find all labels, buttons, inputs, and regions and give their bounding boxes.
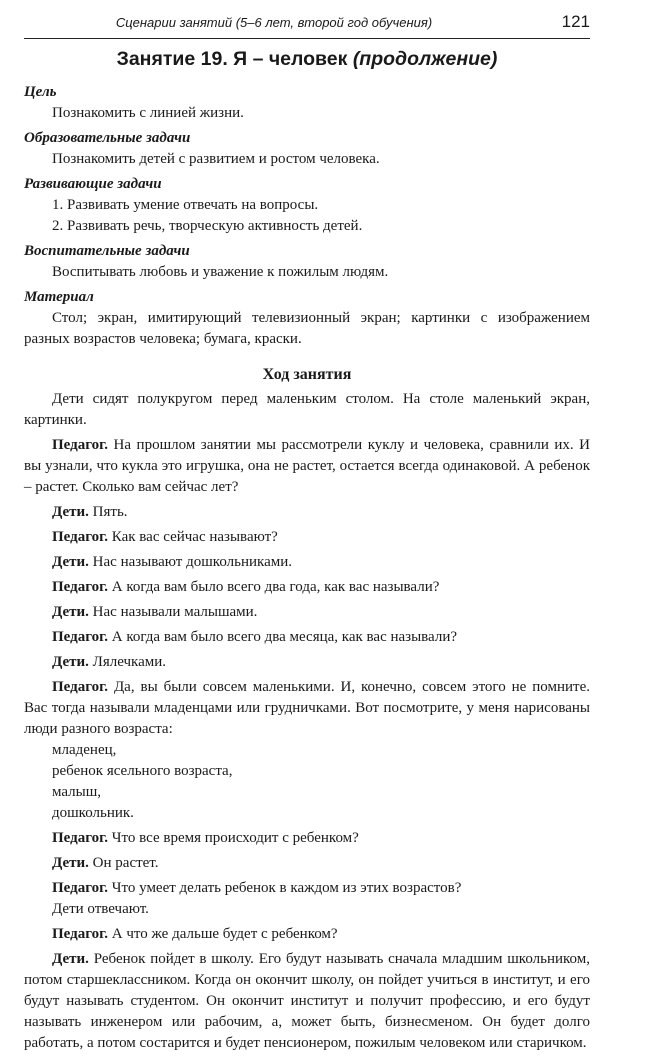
dialogue-line bbox=[24, 527, 590, 548]
upbringing-tasks-text: Воспитывать любовь и уважение к пожилым людям. bbox=[52, 264, 389, 280]
dialogue-line bbox=[24, 828, 590, 849]
line-text: Да, вы были совсем маленькими. И, конечно, совсем этого не помните. Вас тогда называли младенцами или грудничками. Вот посмотрите, у меня нарисованы люди разного возраста: bbox=[24, 679, 590, 737]
dialogue-line bbox=[24, 853, 590, 874]
dialogue-line bbox=[24, 949, 590, 1054]
speaker-children: Дети. bbox=[52, 604, 89, 620]
list-item: дошкольник. bbox=[52, 805, 134, 821]
page-body bbox=[24, 82, 590, 1054]
upbringing-tasks-heading: Воспитательные задачи bbox=[24, 243, 190, 259]
speaker-teacher: Педагог. bbox=[52, 926, 109, 942]
dialogue-line bbox=[24, 552, 590, 573]
lesson-title bbox=[24, 48, 590, 71]
speaker-teacher: Педагог. bbox=[52, 529, 109, 545]
speaker-teacher: Педагог. bbox=[52, 679, 109, 695]
edu-tasks-text: Познакомить детей с развитием и ростом человека. bbox=[52, 151, 380, 167]
line-text: Что умеет делать ребенок в каждом из этих возрастов? bbox=[108, 880, 462, 896]
dialogue-line bbox=[24, 677, 590, 740]
course-intro: Дети сидят полукругом перед маленьким столом. На столе маленький экран, картинки. bbox=[24, 391, 590, 428]
dialogue-line bbox=[24, 602, 590, 623]
dialogue-line bbox=[24, 878, 590, 899]
dialogue-line bbox=[24, 502, 590, 523]
line-text: Как вас сейчас называют? bbox=[108, 529, 278, 545]
goal-heading: Цель bbox=[24, 84, 57, 100]
speaker-teacher: Педагог. bbox=[52, 579, 109, 595]
dev-task-item: 2. Развивать речь, творческую активность детей. bbox=[52, 218, 363, 234]
material-text: Стол; экран, имитирующий телевизионный экран; картинки с изображением разных возрастов человека; бумага, краски. bbox=[24, 310, 590, 347]
speaker-teacher: Педагог. bbox=[52, 629, 109, 645]
running-title: Сценарии занятий (5–6 лет, второй год обучения) bbox=[115, 15, 433, 30]
speaker-teacher: Педагог. bbox=[52, 880, 109, 896]
goal-text: Познакомить с линией жизни. bbox=[52, 105, 244, 121]
line-text: А что же дальше будет с ребенком? bbox=[108, 926, 338, 942]
line-text: Что все время происходит с ребенком? bbox=[108, 830, 359, 846]
list-item: малыш, bbox=[52, 784, 102, 800]
dev-task-item: 1. Развивать умение отвечать на вопросы. bbox=[52, 197, 319, 213]
running-header bbox=[24, 12, 590, 39]
lesson-title-italic: (продолжение) bbox=[352, 48, 498, 70]
line-text: Он растет. bbox=[88, 855, 159, 871]
speaker-teacher: Педагог. bbox=[52, 437, 109, 453]
line-text: А когда вам было всего два месяца, как вас называли? bbox=[108, 629, 458, 645]
dialogue-line bbox=[24, 924, 590, 945]
dev-tasks-heading: Развивающие задачи bbox=[24, 176, 162, 192]
dialogue-line bbox=[24, 652, 590, 673]
edu-tasks-heading: Образовательные задачи bbox=[24, 130, 191, 146]
line-text: Нас называют дошкольниками. bbox=[88, 554, 292, 570]
dialogue-line bbox=[24, 435, 590, 498]
speaker-children: Дети. bbox=[52, 855, 89, 871]
list-item: младенец, bbox=[52, 742, 117, 758]
line-text: Нас называли малышами. bbox=[88, 604, 258, 620]
course-heading: Ход занятия bbox=[262, 366, 352, 383]
speaker-children: Дети. bbox=[52, 654, 89, 670]
list-item: ребенок ясельного возраста, bbox=[52, 763, 233, 779]
stage-direction: Дети отвечают. bbox=[52, 901, 149, 917]
dialogue-line bbox=[24, 577, 590, 598]
material-heading: Материал bbox=[24, 289, 94, 305]
speaker-children: Дети. bbox=[52, 504, 89, 520]
speaker-children: Дети. bbox=[52, 554, 89, 570]
dialogue-line bbox=[24, 627, 590, 648]
page-number: 121 bbox=[561, 12, 590, 31]
line-text: Ребенок пойдет в школу. Его будут называть сначала младшим школьником, потом старшеклассником. Когда он окончит школу, он пойдет учиться в институт, и его будут называть студентом. Он окончит институт и получит профессию, и его будут называть инженером или рабочим, а, может быть, бизнесменом. Он будет долго работать, а потом состарится и будет пенсионером, пожилым человеком или старичком. bbox=[24, 951, 590, 1051]
line-text: А когда вам было всего два года, как вас называли? bbox=[108, 579, 440, 595]
speaker-teacher: Педагог. bbox=[52, 830, 109, 846]
lesson-title-main: Занятие 19. Я – человек bbox=[116, 48, 353, 70]
age-list bbox=[24, 740, 590, 824]
line-text: На прошлом занятии мы рассмотрели куклу и человека, сравнили их. И вы узнали, что кукла это игрушка, она не растет, остается всегда одинаковой. А ребенок – растет. Сколько вам сейчас лет? bbox=[24, 437, 590, 495]
line-text: Пять. bbox=[88, 504, 128, 520]
line-text: Лялечками. bbox=[88, 654, 167, 670]
speaker-children: Дети. bbox=[52, 951, 89, 967]
